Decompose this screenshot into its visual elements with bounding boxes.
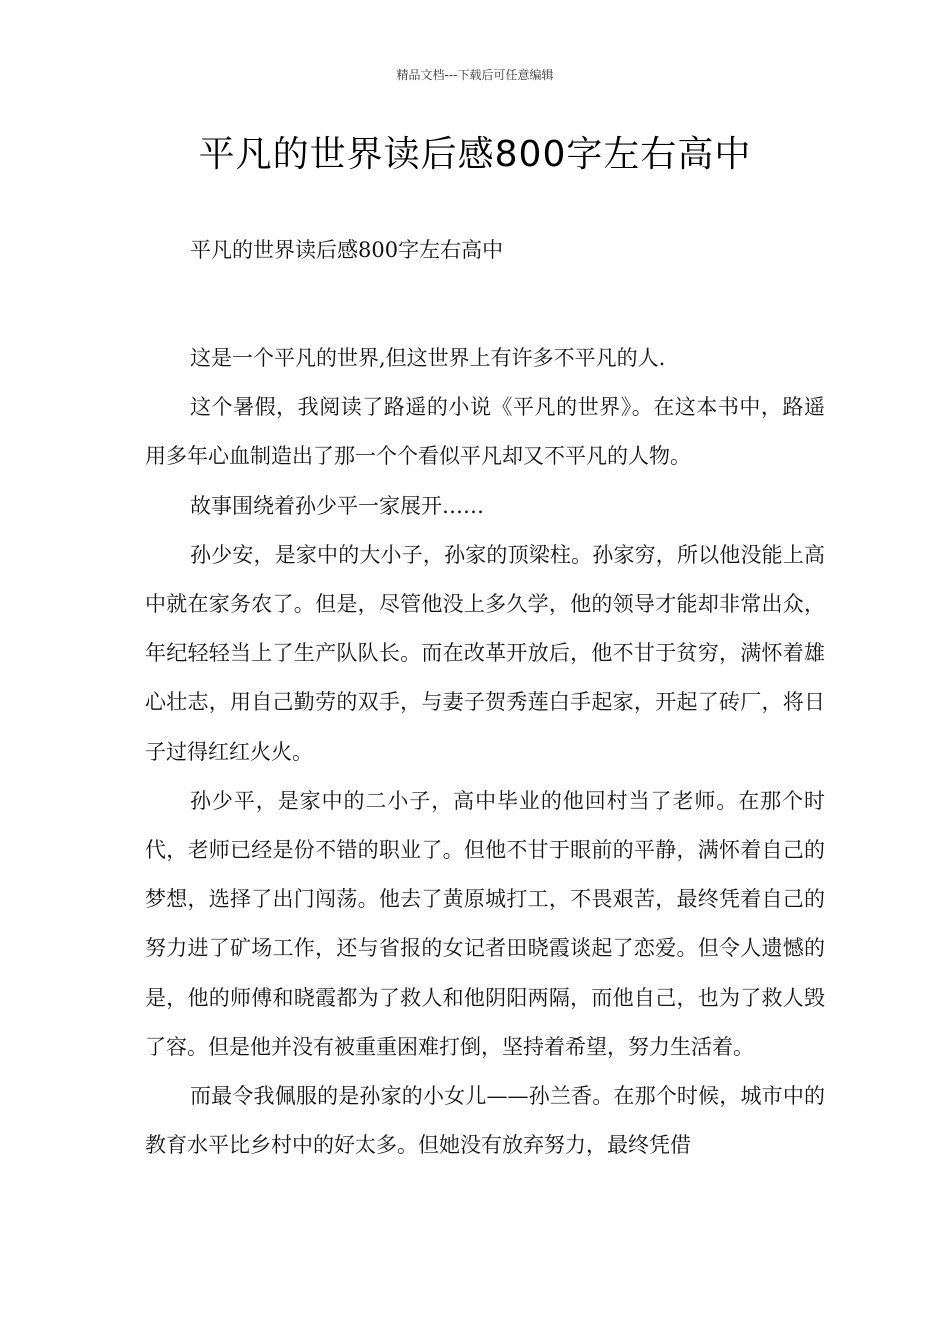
document-title: 平凡的世界读后感800字左右高中	[198, 134, 752, 175]
header-note: 精品文档---下载后可任意编辑	[396, 68, 554, 82]
paragraph: 故事围绕着孙少平一家展开……	[190, 493, 484, 518]
paragraph: 这个暑假，我阅读了路遥的小说《平凡的世界》。在这本书中，路遥用多年心血制造出了那一个个看似平凡却又不平凡的人物。	[145, 395, 825, 469]
document-subtitle: 平凡的世界读后感800字左右高中	[190, 238, 504, 262]
paragraph: 孙少平，是家中的二小子，高中毕业的他回村当了老师。在那个时代，老师已经是份不错的职业了。但他不甘于眼前的平静，满怀着自己的梦想，选择了出门闯荡。他去了黄原城打工，不畏艰苦，最终凭着自己的努力进了矿场工作，还与省报的女记者田晓霞谈起了恋爱。但令人遗憾的是，他的师傅和晓霞都为了救人和他阴阳两隔，而他自己，也为了救人毁了容。但是他并没有被重重困难打倒，坚持着希望，努力生活着。	[145, 788, 825, 1059]
document-body	[145, 334, 825, 1170]
paragraph: 而最令我佩服的是孙家的小女儿——孙兰香。在那个时候，城市中的教育水平比乡村中的好太多。但她没有放弃努力，最终凭借	[145, 1084, 825, 1158]
paragraph: 孙少安，是家中的大小子，孙家的顶梁柱。孙家穷，所以他没能上高中就在家务农了。但是，尽管他没上多久学，他的领导才能却非常出众，年纪轻轻当上了生产队队长。而在改革开放后，他不甘于贫穷，满怀着雄心壮志，用自己勤劳的双手，与妻子贺秀莲白手起家，开起了砖厂，将日子过得红红火火。	[145, 542, 825, 764]
paragraph: 这是一个平凡的世界,但这世界上有许多不平凡的人.	[190, 346, 666, 370]
